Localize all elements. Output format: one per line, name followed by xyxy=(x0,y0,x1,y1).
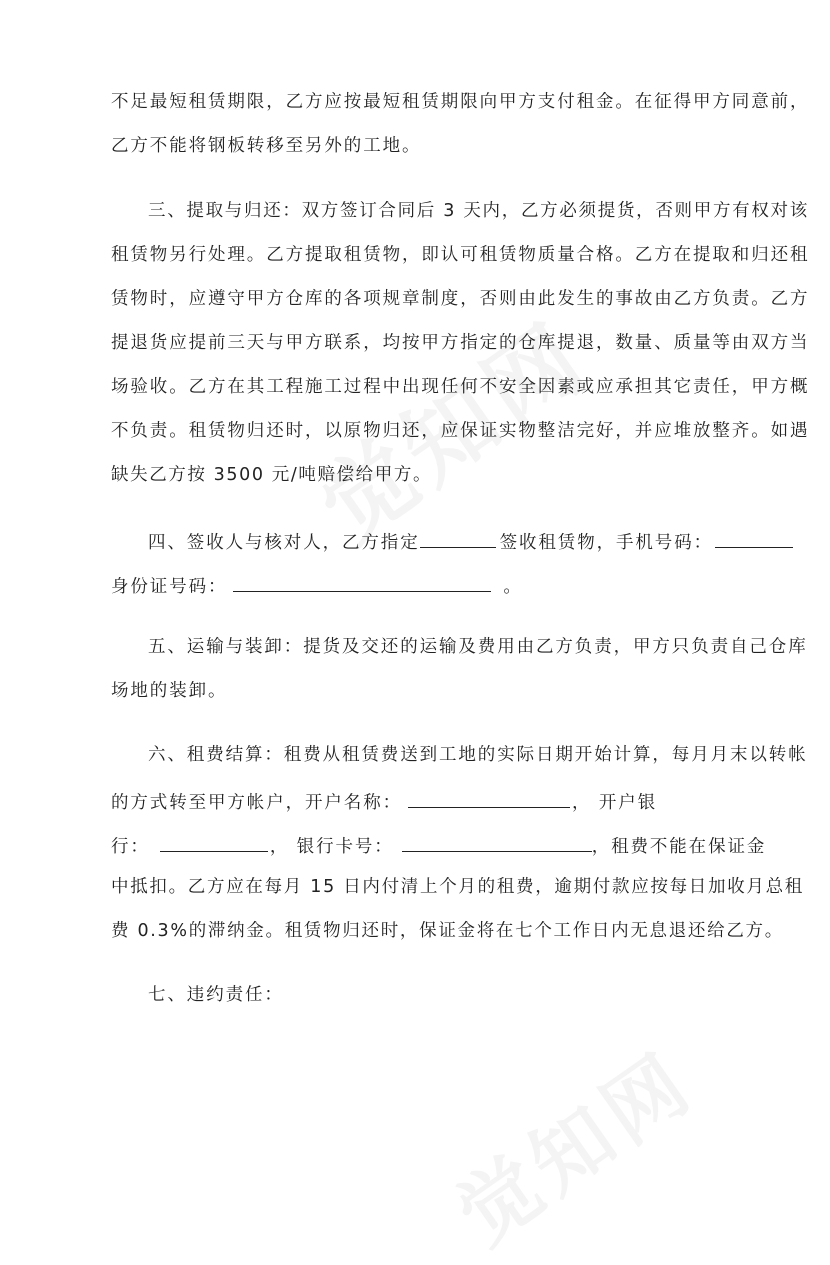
paragraph-line: 乙方不能将钢板转移至另外的工地。 xyxy=(111,136,422,156)
clause-4-text: 签收租赁物，手机号码： xyxy=(499,533,714,553)
account-name-line xyxy=(111,787,657,815)
designee-blank[interactable] xyxy=(420,527,496,548)
bank-name-blank[interactable] xyxy=(160,831,268,852)
clause-6-text: ， 银行卡号： xyxy=(269,837,394,857)
paragraph-line: 提退货应提前三天与甲方联系，均按甲方指定的仓库提退，数量、质量等由双方当 xyxy=(111,333,810,353)
id-number-line xyxy=(111,571,523,599)
id-number-blank[interactable] xyxy=(233,571,491,592)
paragraph-line: 中抵扣。乙方应在每月 15 日内付清上个月的租费，逾期付款应按每日加收月总租 xyxy=(111,877,804,897)
paragraph-line: 租赁物另行处理。乙方提取租赁物，即认可租赁物质量合格。乙方在提取和归还租 xyxy=(111,245,810,265)
paragraph-line: 赁物时，应遵守甲方仓库的各项规章制度，否则由此发生的事故由乙方负责。乙方 xyxy=(111,289,810,309)
phone-blank[interactable] xyxy=(715,527,793,548)
bank-line xyxy=(111,831,766,859)
clause-6-heading-line: 六、租费结算：租费从租赁费送到工地的实际日期开始计算，每月月末以转帐 xyxy=(148,745,808,765)
clause-6-text: 的方式转至甲方帐户，开户名称： xyxy=(111,793,402,813)
card-number-blank[interactable] xyxy=(402,831,592,852)
paragraph-line: 场地的装卸。 xyxy=(111,681,228,701)
paragraph-line: 不负责。租赁物归还时，以原物归还，应保证实物整洁完好，并应堆放整齐。如遇 xyxy=(111,421,810,441)
clause-7-heading: 七、违约责任： xyxy=(148,985,284,1005)
paragraph-line: 缺失乙方按 3500 元/吨赔偿给甲方。 xyxy=(111,465,433,485)
paragraph-line: 场验收。乙方在其工程施工过程中出现任何不安全因素或应承担其它责任，甲方概 xyxy=(111,377,810,397)
clause-4-text: 。 xyxy=(503,577,523,597)
watermark xyxy=(431,1020,713,1265)
clause-4-text: 身份证号码： xyxy=(111,577,228,597)
clause-5-heading-line: 五、运输与装卸：提货及交还的运输及费用由乙方负责，甲方只负责自己仓库 xyxy=(148,637,808,657)
account-name-blank[interactable] xyxy=(408,787,570,808)
paragraph-line: 不足最短租赁期限，乙方应按最短租赁期限向甲方支付租金。在征得甲方同意前， xyxy=(111,92,810,112)
clause-4-line xyxy=(148,527,793,555)
clause-6-text: ，租费不能在保证金 xyxy=(591,837,767,857)
clause-4-text: 四、签收人与核对人，乙方指定 xyxy=(148,533,420,553)
clause-3-heading-line: 三、提取与归还：双方签订合同后 3 天内，乙方必须提货，否则甲方有权对该 xyxy=(148,201,809,221)
clause-6-text: ， 开户银 xyxy=(572,793,658,813)
paragraph-line: 费 0.3%的滞纳金。租赁物归还时，保证金将在七个工作日内无息退还给乙方。 xyxy=(111,921,784,941)
clause-6-text: 行： xyxy=(111,837,150,857)
